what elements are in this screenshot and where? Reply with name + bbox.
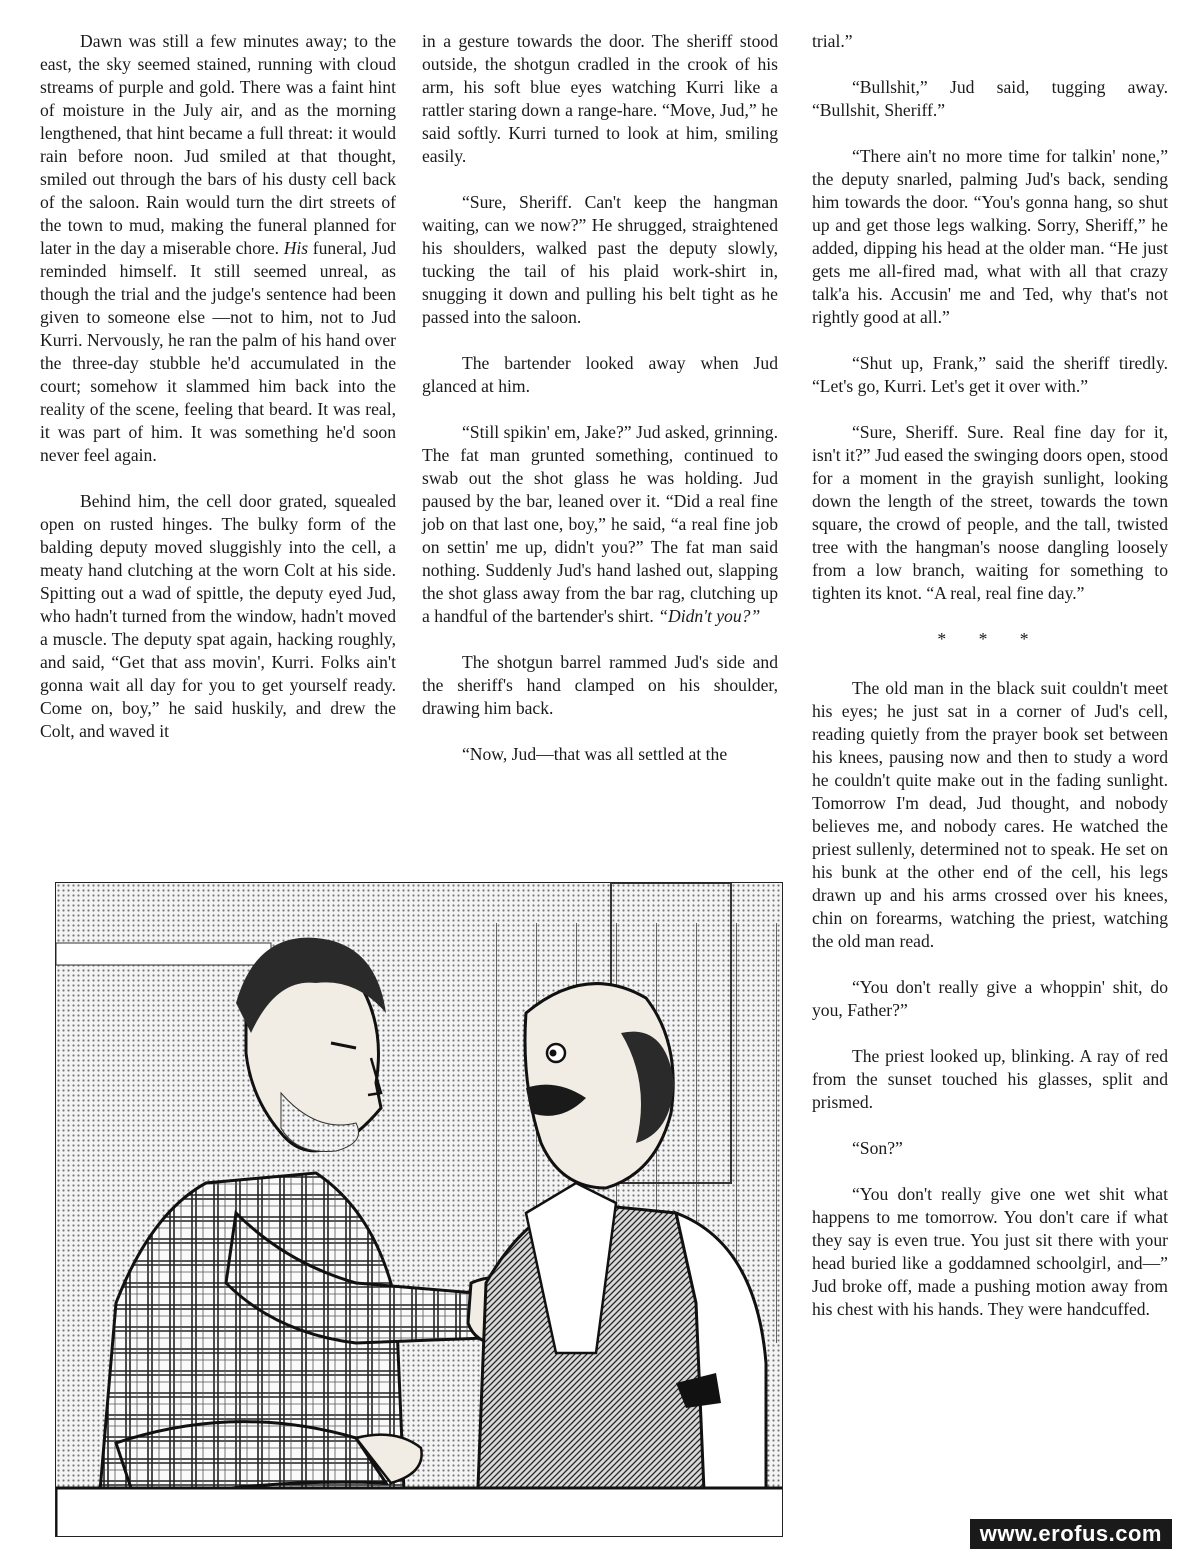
- paragraph: “Sure, Sheriff. Sure. Real fine day for it, isn't it?” Jud eased the swinging doors open, stood for a moment in the grayish sunlight, looking down the length of the street, towards the town square, the crowd of people, and the tall, twisted tree with the hangman's noose dangling loosely from a low branch, waiting for something to tighten its knot. “A real, real fine day.”: [812, 422, 1168, 603]
- section-break: * * *: [937, 629, 1043, 649]
- paragraph: Behind him, the cell door grated, squealed open on rusted hinges. The bulky form of the balding deputy moved sluggishly into the cell, a meaty hand clutching at the worn Colt at his side. Spitting out a wad of spittle, the deputy eyed Jud, who hadn't turned from the window, hadn't moved a muscle. The deputy spat again, hacking roughly, and said, “Get that ass movin', Kurri. Folks ain't gonna wait all day for you to get yourself ready. Come on, boy,” he said huskily, and drew the Colt, and waved it: [40, 491, 396, 741]
- paragraph: The old man in the black suit couldn't meet his eyes; he just sat in a corner of Jud's cell, reading quietly from the prayer book set between his knees, pausing now and then to study a word he couldn't quite make out in the fading sunlight. Tomorrow I'm dead, Jud thought, and nobody believes me, and nobody cares. He watched the priest sullenly, determined not to speak. He set on his bunk at the other end of the cell, his legs drawn up and his arms crossed over his knees, chin on forearms, watching the priest, watching the old man read.: [812, 678, 1168, 951]
- text-column-1: [40, 30, 396, 766]
- paragraph: “Still spikin' em, Jake?” Jud asked, grinning. The fat man grunted something, continued to swab out the shot glass he was holding. Jud paused by the bar, leaned over it. “Did a real fine job on that last one, boy,” he said, “a real fine job on settin' me up, didn't you?” The fat man said nothing. Suddenly Jud's hand lashed out, slapping the shot glass away from the bar rag, clutching up a handful of the bartender's shirt. “Didn't you?”: [422, 422, 778, 626]
- illustration-jud-grabs-bartender: [55, 882, 783, 1537]
- bar-counter: [56, 1488, 783, 1537]
- paragraph: The priest looked up, blinking. A ray of red from the sunset touched his glasses, split and prismed.: [812, 1046, 1168, 1112]
- paragraph: Dawn was still a few minutes away; to the east, the sky seemed stained, running with cloud streams of purple and gold. There was a faint hint of moisture in the July air, and as the morning lengthened, that hint became a full threat: it would rain before noon. Jud smiled at that thought, smiled out through the bars of his dusty cell back of the saloon. Rain would turn the dirt streets of the town to mud, making the funeral planned for later in the day a miserable chore. His funeral, Jud reminded himself. It still seemed unreal, as though the trial and the judge's sentence had been given to someone else —not to him, not to Jud Kurri. Nervously, he ran the palm of his hand over the three-day stubble he'd accumulated in the court; somehow it slammed him back into the reality of the scene, feeling that beard. It was real, it was part of him. It was something he'd soon never feel again.: [40, 31, 396, 465]
- paragraph: “Bullshit,” Jud said, tugging away. “Bullshit, Sheriff.”: [812, 77, 1168, 120]
- paragraph: “Sure, Sheriff. Can't keep the hangman waiting, can we now?” He shrugged, straightened his shoulders, walked past the deputy slowly, tucking the tail of his plaid work-shirt in, snugging it down and pulling his belt tight as he passed into the saloon.: [422, 192, 778, 327]
- paragraph: “You don't really give one wet shit what happens to me tomorrow. You don't care if what they say is even true. You just sit there with your head buried like a goddamned schoolgirl, and—” Jud broke off, made a pushing motion away from his chest with his hands. They were handcuffed.: [812, 1184, 1168, 1319]
- paragraph: trial.”: [812, 31, 853, 51]
- text-column-2: [422, 30, 778, 789]
- paragraph: in a gesture towards the door. The sheriff stood outside, the shotgun cradled in the crook of his arm, his soft blue eyes watching Kurri like a rattler staring down a range-hare. “Move, Jud,” he said softly. Kurri turned to look at him, smiling easily.: [422, 31, 778, 166]
- paragraph: “There ain't no more time for talkin' none,” the deputy snarled, palming Jud's back, sending him towards the door. “You's gonna hang, so shut up and get those legs walking. Sorry, Sheriff,” he added, dipping his head at the older man. “He just gets me all-fired mad, what with all that crazy talk'a his. Accusin' me and Ted, why that's not rightly good at all.”: [812, 146, 1168, 327]
- paragraph: The bartender looked away when Jud glanced at him.: [422, 353, 778, 396]
- illustration-drawing: [56, 883, 783, 1537]
- shelf: [56, 943, 271, 965]
- bartender-pupil: [550, 1050, 557, 1057]
- watermark: www.erofus.com: [970, 1519, 1172, 1549]
- paragraph: “Son?”: [852, 1138, 903, 1158]
- paragraph: The shotgun barrel rammed Jud's side and the sheriff's hand clamped on his shoulder, drawing him back.: [422, 652, 778, 718]
- paragraph: “Now, Jud—that was all settled at the: [462, 744, 728, 764]
- paragraph: “Shut up, Frank,” said the sheriff tiredly. “Let's go, Kurri. Let's get it over with.”: [812, 353, 1168, 396]
- paragraph: “You don't really give a whoppin' shit, do you, Father?”: [812, 977, 1168, 1020]
- text-column-3: [812, 30, 1168, 1344]
